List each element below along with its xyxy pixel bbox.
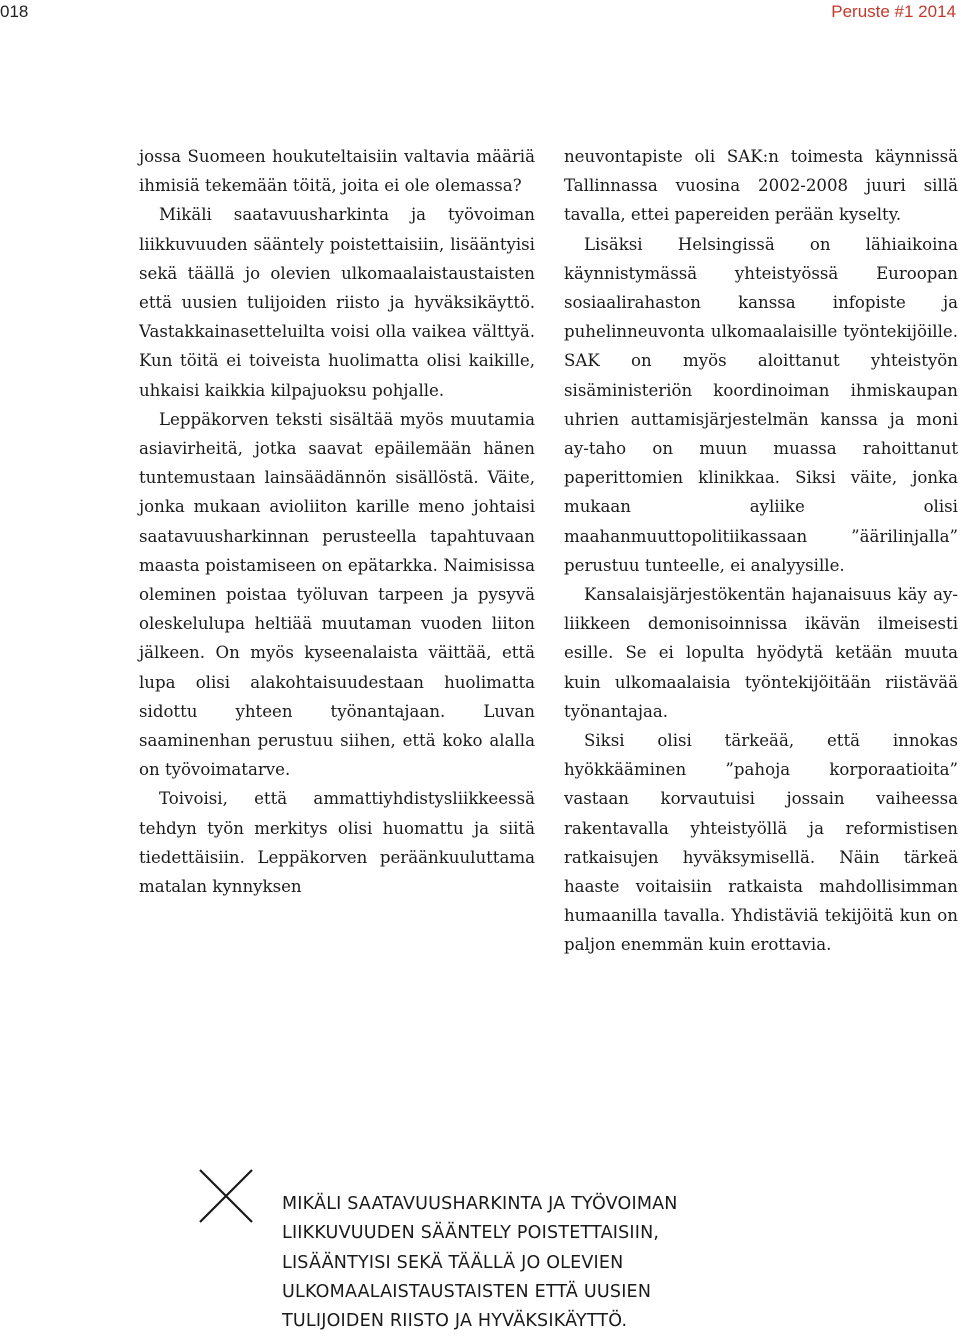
pullquote-line: TULIJOIDEN RIISTO JA HYVÄKSIKÄYTTÖ. bbox=[282, 1311, 628, 1332]
right-paragraph-1: neuvontapiste oli SAK:n toimesta käynnissä Tallinnassa vuosina 2002-2008 juuri sillä tavalla, ettei papereiden perään kyselty. bbox=[564, 147, 958, 225]
running-head: Peruste #1 2014 bbox=[831, 2, 956, 21]
right-paragraph-2: Lisäksi Helsingissä on lähiaikoina käynnistymässä yhteistyössä Euroopan sosiaalirahaston kanssa infopiste ja puhelinneuvonta ulkomaalaisille työntekijöille. SAK on myös aloittanut yhteistyön sisäministeriön koordinoiman ihmiskaupan uhrien auttamisjärjestelmän kanssa ja moni ay-taho on muun muassa rahoittanut paperittomien klinikkaa. Siksi väite, jonka mukaan ayliike olisi maahanmuuttopolitiikassaan ”äärilinjalla” perustuu tunteelle, ei analyysille. bbox=[564, 234, 958, 575]
pullquote-text bbox=[282, 1190, 942, 1336]
pullquote-line: MIKÄLI SAATAVUUSHARKINTA JA TYÖVOIMAN bbox=[282, 1194, 678, 1214]
page-number: 018 bbox=[0, 2, 29, 21]
right-paragraph-4: Siksi olisi tärkeää, että innokas hyökkääminen ”pahoja korporaatioita” vastaan korvautuisi jossain vaiheessa rakentavalla yhteistyöllä ja reformistisen ratkaisujen hyväksymisellä. Näin tärkeä haaste voitaisiin ratkaista mahdollisimman humaanilla tavalla. Yhdistäviä tekijöitä kun on paljon enemmän kuin erottavia. bbox=[564, 731, 958, 955]
left-paragraph-3: Leppäkorven teksti sisältää myös muutamia asiavirheitä, jotka saavat epäilemään hänen tuntemustaan lainsäädännön sisällöstä. Väite, jonka mukaan avioliiton karille meno johtaisi saatavuusharkinnan perusteella tapahtuvaan maasta poistamiseen on epätarkka. Naimisissa oleminen poistaa työluvan tarpeen ja pysyvä oleskelulupa heltiää muutaman vuoden liiton jälkeen. On myös kyseenalaista väittää, että lupa olisi alakohtaisuudestaan huolimatta sidottu yhteen työnantajaan. Luvan saaminenhan perustuu siihen, että koko alalla on työvoimatarve. bbox=[139, 409, 535, 780]
cross-icon bbox=[196, 1166, 256, 1226]
left-column bbox=[139, 142, 535, 901]
right-column bbox=[564, 142, 958, 960]
pullquote-line: LIIKKUVUUDEN SÄÄNTELY POISTETTAISIIN, bbox=[282, 1223, 660, 1244]
left-paragraph-1: jossa Suomeen houkuteltaisiin valtavia määriä ihmisiä tekemään töitä, joita ei ole olemassa? bbox=[139, 147, 535, 196]
left-paragraph-2: Mikäli saatavuusharkinta ja työvoiman liikkuvuuden sääntely poistettaisiin, lisääntyisi sekä täällä jo olevien ulkomaalaistaustaisten että uusien tulijoiden riisto ja hyväksikäyttö. Vastakkainasetteluilta voisi olla vaikea välttyä. Kun töitä ei toiveista huolimatta olisi kaikille, uhkaisi kaikkia kilpajuoksu pohjalle. bbox=[139, 205, 535, 400]
pullquote bbox=[196, 1166, 956, 1334]
pullquote-line: ULKOMAALAISTAUSTAISTEN ETTÄ UUSIEN bbox=[282, 1281, 652, 1302]
right-paragraph-3: Kansalaisjärjestökentän hajanaisuus käy ay-liikkeen demonisoinnissa ikävän ilmeisesti esille. Se ei lopulta hyödytä ketään muuta kuin ulkomaalaisia työntekijöitään riistävää työnantajaa. bbox=[564, 585, 958, 721]
pullquote-line: LISÄÄNTYISI SEKÄ TÄÄLLÄ JO OLEVIEN bbox=[282, 1252, 624, 1273]
left-paragraph-4: Toivoisi, että ammattiyhdistysliikkeessä tehdyn työn merkitys olisi huomattu ja siitä tiedettäisiin. Leppäkorven peräänkuuluttama matalan kynnyksen bbox=[139, 789, 535, 897]
